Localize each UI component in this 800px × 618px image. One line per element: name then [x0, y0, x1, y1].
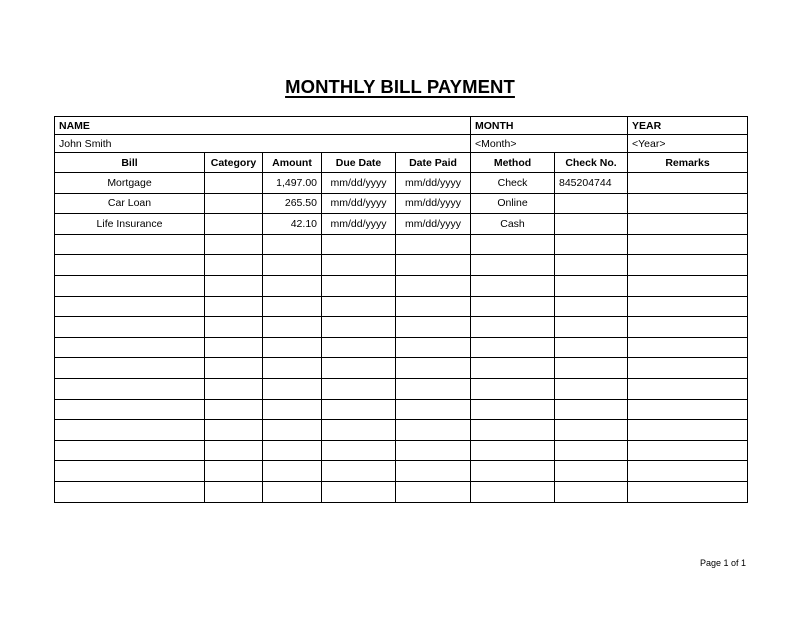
- cell-amount[interactable]: [263, 317, 322, 338]
- cell-category[interactable]: [205, 234, 263, 255]
- cell-category[interactable]: [205, 173, 263, 194]
- cell-remarks[interactable]: [628, 337, 748, 358]
- cell-due-date[interactable]: [322, 275, 396, 296]
- cell-method[interactable]: [471, 234, 555, 255]
- cell-date-paid[interactable]: [396, 234, 471, 255]
- cell-category[interactable]: [205, 420, 263, 441]
- cell-amount[interactable]: [263, 358, 322, 379]
- info-header-row: [55, 117, 748, 135]
- cell-check-no[interactable]: [555, 378, 628, 399]
- cell-date-paid[interactable]: mm/dd/yyyy: [396, 214, 471, 235]
- table-row: [55, 173, 748, 194]
- cell-method[interactable]: [471, 440, 555, 461]
- cell-amount[interactable]: [263, 440, 322, 461]
- cell-category[interactable]: [205, 193, 263, 214]
- page-title-text: MONTHLY BILL PAYMENT: [285, 76, 515, 97]
- cell-amount[interactable]: [263, 275, 322, 296]
- empty-table-row: [55, 358, 748, 379]
- column-header-bill: Bill: [55, 153, 205, 173]
- cell-date-paid[interactable]: [396, 420, 471, 441]
- cell-method[interactable]: [471, 420, 555, 441]
- cell-remarks[interactable]: [628, 440, 748, 461]
- cell-date-paid[interactable]: [396, 317, 471, 338]
- column-header-method: Method: [471, 153, 555, 173]
- cell-check-no[interactable]: [555, 440, 628, 461]
- cell-category[interactable]: [205, 214, 263, 235]
- cell-amount[interactable]: [263, 234, 322, 255]
- cell-method[interactable]: [471, 255, 555, 276]
- cell-check-no[interactable]: [555, 358, 628, 379]
- cell-due-date[interactable]: [322, 337, 396, 358]
- empty-table-row: [55, 337, 748, 358]
- cell-check-no[interactable]: [555, 461, 628, 482]
- empty-table-row: [55, 317, 748, 338]
- cell-bill[interactable]: [55, 399, 205, 420]
- cell-remarks[interactable]: [628, 420, 748, 441]
- cell-category[interactable]: [205, 358, 263, 379]
- cell-amount[interactable]: [263, 481, 322, 502]
- column-header-due-date: Due Date: [322, 153, 396, 173]
- cell-category[interactable]: [205, 378, 263, 399]
- cell-method[interactable]: Online: [471, 193, 555, 214]
- cell-due-date[interactable]: mm/dd/yyyy: [322, 173, 396, 194]
- cell-due-date[interactable]: mm/dd/yyyy: [322, 193, 396, 214]
- column-header-check-no: Check No.: [555, 153, 628, 173]
- cell-bill[interactable]: [55, 317, 205, 338]
- cell-bill[interactable]: Life Insurance: [55, 214, 205, 235]
- cell-category[interactable]: [205, 337, 263, 358]
- cell-due-date[interactable]: [322, 358, 396, 379]
- name-value[interactable]: John Smith: [55, 135, 471, 153]
- cell-bill[interactable]: [55, 234, 205, 255]
- empty-table-row: [55, 440, 748, 461]
- cell-remarks[interactable]: [628, 234, 748, 255]
- cell-method[interactable]: [471, 337, 555, 358]
- cell-due-date[interactable]: [322, 481, 396, 502]
- cell-category[interactable]: [205, 481, 263, 502]
- cell-remarks[interactable]: [628, 358, 748, 379]
- cell-check-no[interactable]: [555, 296, 628, 317]
- cell-due-date[interactable]: mm/dd/yyyy: [322, 214, 396, 235]
- cell-date-paid[interactable]: [396, 337, 471, 358]
- table-row: [55, 193, 748, 214]
- cell-date-paid[interactable]: mm/dd/yyyy: [396, 173, 471, 194]
- cell-remarks[interactable]: [628, 378, 748, 399]
- cell-check-no[interactable]: [555, 420, 628, 441]
- cell-remarks[interactable]: [628, 193, 748, 214]
- empty-table-row: [55, 420, 748, 441]
- cell-category[interactable]: [205, 296, 263, 317]
- cell-date-paid[interactable]: mm/dd/yyyy: [396, 193, 471, 214]
- cell-check-no[interactable]: [555, 234, 628, 255]
- cell-category[interactable]: [205, 255, 263, 276]
- year-label: YEAR: [628, 117, 748, 135]
- empty-table-row: [55, 234, 748, 255]
- empty-table-row: [55, 399, 748, 420]
- cell-due-date[interactable]: [322, 378, 396, 399]
- cell-bill[interactable]: [55, 461, 205, 482]
- cell-check-no[interactable]: [555, 481, 628, 502]
- info-values-row: [55, 135, 748, 153]
- cell-due-date[interactable]: [322, 234, 396, 255]
- cell-bill[interactable]: [55, 440, 205, 461]
- cell-amount[interactable]: [263, 399, 322, 420]
- cell-check-no[interactable]: [555, 399, 628, 420]
- empty-table-row: [55, 296, 748, 317]
- cell-date-paid[interactable]: [396, 440, 471, 461]
- cell-check-no[interactable]: [555, 317, 628, 338]
- cell-remarks[interactable]: [628, 481, 748, 502]
- cell-due-date[interactable]: [322, 296, 396, 317]
- cell-bill[interactable]: [55, 378, 205, 399]
- cell-check-no[interactable]: [555, 275, 628, 296]
- cell-due-date[interactable]: [322, 255, 396, 276]
- cell-due-date[interactable]: [322, 461, 396, 482]
- cell-remarks[interactable]: [628, 173, 748, 194]
- cell-date-paid[interactable]: [396, 255, 471, 276]
- empty-table-row: [55, 481, 748, 502]
- cell-date-paid[interactable]: [396, 358, 471, 379]
- cell-due-date[interactable]: [322, 399, 396, 420]
- month-label: MONTH: [471, 117, 628, 135]
- page-number: Page 1 of 1: [699, 558, 746, 568]
- page-title: [0, 76, 800, 98]
- cell-due-date[interactable]: [322, 420, 396, 441]
- cell-amount[interactable]: 1,497.00: [263, 173, 322, 194]
- cell-date-paid[interactable]: [396, 461, 471, 482]
- cell-amount[interactable]: [263, 378, 322, 399]
- cell-amount[interactable]: [263, 420, 322, 441]
- cell-bill[interactable]: Car Loan: [55, 193, 205, 214]
- cell-method[interactable]: [471, 275, 555, 296]
- cell-remarks[interactable]: [628, 317, 748, 338]
- cell-check-no[interactable]: 845204744: [555, 173, 628, 194]
- cell-bill[interactable]: [55, 255, 205, 276]
- column-header-remarks: Remarks: [628, 153, 748, 173]
- cell-category[interactable]: [205, 275, 263, 296]
- empty-table-row: [55, 255, 748, 276]
- cell-date-paid[interactable]: [396, 275, 471, 296]
- cell-check-no[interactable]: [555, 193, 628, 214]
- cell-remarks[interactable]: [628, 399, 748, 420]
- cell-bill[interactable]: [55, 358, 205, 379]
- column-header-category: Category: [205, 153, 263, 173]
- cell-date-paid[interactable]: [396, 296, 471, 317]
- empty-table-row: [55, 461, 748, 482]
- table-row: [55, 214, 748, 235]
- cell-amount[interactable]: [263, 337, 322, 358]
- cell-method[interactable]: [471, 378, 555, 399]
- cell-remarks[interactable]: [628, 275, 748, 296]
- cell-method[interactable]: [471, 399, 555, 420]
- cell-remarks[interactable]: [628, 461, 748, 482]
- cell-check-no[interactable]: [555, 214, 628, 235]
- cell-amount[interactable]: 42.10: [263, 214, 322, 235]
- cell-category[interactable]: [205, 399, 263, 420]
- name-label: NAME: [55, 117, 471, 135]
- cell-category[interactable]: [205, 461, 263, 482]
- cell-check-no[interactable]: [555, 255, 628, 276]
- cell-bill[interactable]: [55, 481, 205, 502]
- cell-remarks[interactable]: [628, 296, 748, 317]
- cell-method[interactable]: [471, 317, 555, 338]
- month-value[interactable]: <Month>: [471, 135, 628, 153]
- cell-category[interactable]: [205, 440, 263, 461]
- cell-date-paid[interactable]: [396, 481, 471, 502]
- cell-method[interactable]: [471, 358, 555, 379]
- column-header-row: [55, 153, 748, 173]
- empty-table-row: [55, 275, 748, 296]
- cell-remarks[interactable]: [628, 214, 748, 235]
- year-value[interactable]: <Year>: [628, 135, 748, 153]
- cell-method[interactable]: [471, 461, 555, 482]
- cell-bill[interactable]: [55, 420, 205, 441]
- column-header-amount: Amount: [263, 153, 322, 173]
- cell-bill[interactable]: Mortgage: [55, 173, 205, 194]
- cell-amount[interactable]: [263, 461, 322, 482]
- empty-table-row: [55, 378, 748, 399]
- cell-method[interactable]: [471, 296, 555, 317]
- cell-amount[interactable]: [263, 255, 322, 276]
- cell-remarks[interactable]: [628, 255, 748, 276]
- cell-bill[interactable]: [55, 337, 205, 358]
- bill-payment-table: [54, 116, 748, 503]
- cell-due-date[interactable]: [322, 440, 396, 461]
- cell-method[interactable]: Check: [471, 173, 555, 194]
- cell-method[interactable]: [471, 481, 555, 502]
- cell-method[interactable]: Cash: [471, 214, 555, 235]
- cell-amount[interactable]: [263, 296, 322, 317]
- cell-bill[interactable]: [55, 296, 205, 317]
- cell-check-no[interactable]: [555, 337, 628, 358]
- cell-due-date[interactable]: [322, 317, 396, 338]
- cell-bill[interactable]: [55, 275, 205, 296]
- column-header-date-paid: Date Paid: [396, 153, 471, 173]
- cell-category[interactable]: [205, 317, 263, 338]
- cell-date-paid[interactable]: [396, 399, 471, 420]
- cell-amount[interactable]: 265.50: [263, 193, 322, 214]
- cell-date-paid[interactable]: [396, 378, 471, 399]
